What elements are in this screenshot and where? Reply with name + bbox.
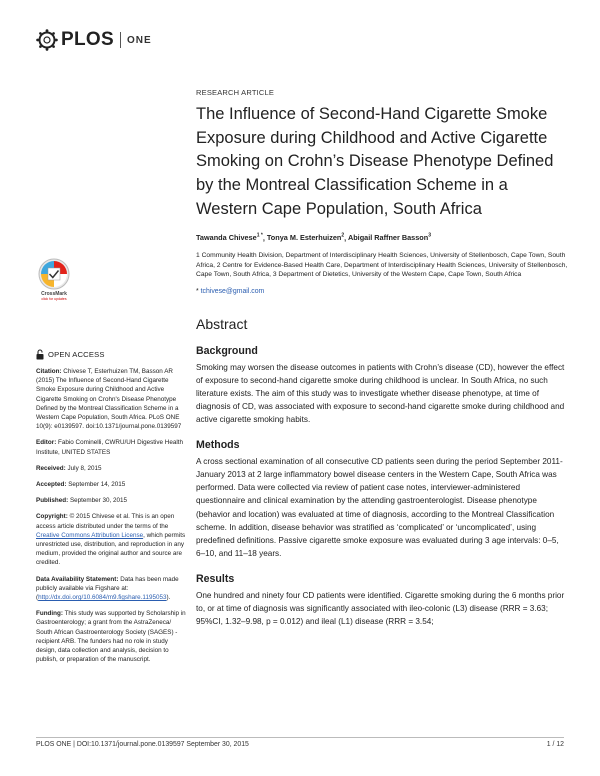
abstract-heading: Abstract [196,315,248,332]
author-link[interactable]: Abigail Raffner Basson$^3$ [347,232,431,242]
article-main [196,88,570,628]
accepted-label: Accepted: [36,481,67,489]
editor-label: Editor: [36,439,57,447]
published-label: Published: [36,497,69,505]
section-text: A cross sectional examination of all consecutive CD patients seen during the period September 2011-January 2013 at 2 large inflammatory bowel disease centers in the Western Cape, South Africa was performed. Data were collected via review of patient case notes, interviewer-administered questionnaire and clinical examination by the attending gastroenterologist. Disease phenotype (behavior and location) was evaluated at time of diagnosis, according to the Montreal Classification scheme. In addition, disease behavior was stratified as ‘complicated’ or ‘uncomplicated’, using predefined definitions. Passive cigarette smoke exposure was evaluated during 3 age intervals: 0–5, 6–10, and 11–18 years. [196,457,563,558]
logo-divider [120,32,121,48]
author-link[interactable]: Tawanda Chivese$^{1 *}$ [196,232,263,242]
license-link[interactable]: Creative Commons Attribution License [36,531,144,539]
plos-one-logo[interactable] [36,26,152,54]
figshare-link[interactable]: http://dx.doi.org/10.6084/m9.figshare.1195053 [38,594,167,602]
abstract-section-background [196,345,570,426]
article-metadata [36,349,186,671]
corresponding-email [196,288,570,295]
open-access-label: OPEN ACCESS [48,349,105,359]
crossmark-icon [38,258,70,290]
copyright-label: Copyright: [36,513,68,521]
published-date: September 30, 2015 [69,497,127,505]
received-date: July 8, 2015 [67,464,102,472]
article-title: The Influence of Second-Hand Cigarette Smoke Exposure during Childhood and Active Cigarette Smoking on Crohn’s Disease Phenotype Defined by the Montreal Classification Scheme in a Western Cape Population, South Africa [196,105,554,218]
affiliations: 1 Community Health Division, Department of Interdisciplinary Health Sciences, University of Stellenbosch, Cape Town, South Africa, 2 Centre for Evidence-Based Health Care, Department of Interdisciplinary Health Sciences, University of Stellenbosch, Cape Town, South Africa, 3 Department of Dietetics, University of the Western Cape, Cape Town, South Africa [196,251,568,279]
open-access-badge [36,349,186,360]
journal-name: ONE [126,34,152,46]
abstract-section-results [196,573,570,628]
accepted-block [36,480,186,489]
section-heading: Results [196,572,235,585]
footer-divider [36,737,564,738]
data-availability-label: Data Availability Statement: [36,575,119,583]
accepted-date: September 14, 2015 [68,481,126,489]
email-link[interactable]: tchivese@gmail.com [200,287,265,295]
data-availability-block [36,575,186,603]
data-availability-text-post: ). [166,594,171,602]
author-list: Tawanda Chivese$^{1 *}$, Tonya M. Esterhuizen$^2$, Abigail Raffner Basson$^3$ [196,232,431,242]
copyright-text-post: , which permits unrestricted use, distribution, and reproduction in any medium, provided the original author and source are credited. [36,531,186,567]
copyright-block [36,512,186,567]
citation-label: Citation: [36,368,62,375]
email-asterisk: * [196,287,199,295]
author-link[interactable]: Tonya M. Esterhuizen$^2$ [266,232,345,242]
citation-text: Chivese T, Esterhuizen TM, Basson AR (2015) The Influence of Second-Hand Cigarette Smoke Exposure during Childhood and Active Cigarette Smoking on Crohn's Disease Phenotype Defined by the Montreal Classification Scheme in a Western Cape Population, South Africa. PLoS ONE 10(9): e0139597. doi:10.1371/journal.pone.0139597 [36,368,182,431]
published-block [36,496,186,505]
plos-logo-icon [36,29,58,51]
editor-text: Fabio Cominelli, CWRU/UH Digestive Health Institute, UNITED STATES [36,439,183,456]
section-text: Smoking may worsen the disease outcomes in patients with Crohn’s disease (CD), however the effect of exposure to second-hand cigarette smoke during childhood is unclear. In South Africa, no such literature exists. The aim of this study was to investigate whether disease phenotype, at time of diagnosis of CD, was associated with exposure to second-hand cigarette smoke during childhood and active cigarette smoking habits. [196,362,565,425]
citation-block [36,367,186,431]
section-heading: Background [196,344,258,357]
funding-text: This study was supported by Scholarship in Gastroenterology; a grant from the AstraZeneca/ South African Gastroenterology Society (SAGES) - recipient ARB. The funders had no role in study design, data collection and analysis, decision to publish, or preparation of the manuscript. [36,610,186,664]
brand-name: PLOS [61,29,114,50]
open-lock-icon [36,349,44,360]
article-type: RESEARCH ARTICLE [196,88,275,97]
funding-block [36,609,186,664]
section-heading: Methods [196,439,240,452]
editor-block [36,438,186,456]
abstract-section-methods [196,439,570,560]
page-number: 1 / 12 [546,741,564,748]
data-availability-text-pre: Data has been made publicly available via Figshare at: ( [36,575,179,602]
received-label: Received: [36,464,66,472]
crossmark-sublabel: click for updates [41,297,67,301]
received-block [36,464,186,473]
footer-citation: PLOS ONE | DOI:10.1371/journal.pone.0139597 September 30, 2015 [36,741,249,748]
section-text: One hundred and ninety four CD patients were identified. Cigarette smoking during the 6 months prior to, or at time of diagnosis was significantly associated with ileo-colonic (L3) disease (RRR = 3.63; 95%CI, 1.32–9.98, p = 0.012) and ileal (L1) disease (RRR = 3.54; [196,590,565,627]
crossmark-badge[interactable] [34,258,74,301]
crossmark-label: CrossMark [41,291,67,297]
copyright-text-pre: © 2015 Chivese et al. This is an open access article distributed under the terms of the [36,513,175,530]
funding-label: Funding: [36,610,63,618]
